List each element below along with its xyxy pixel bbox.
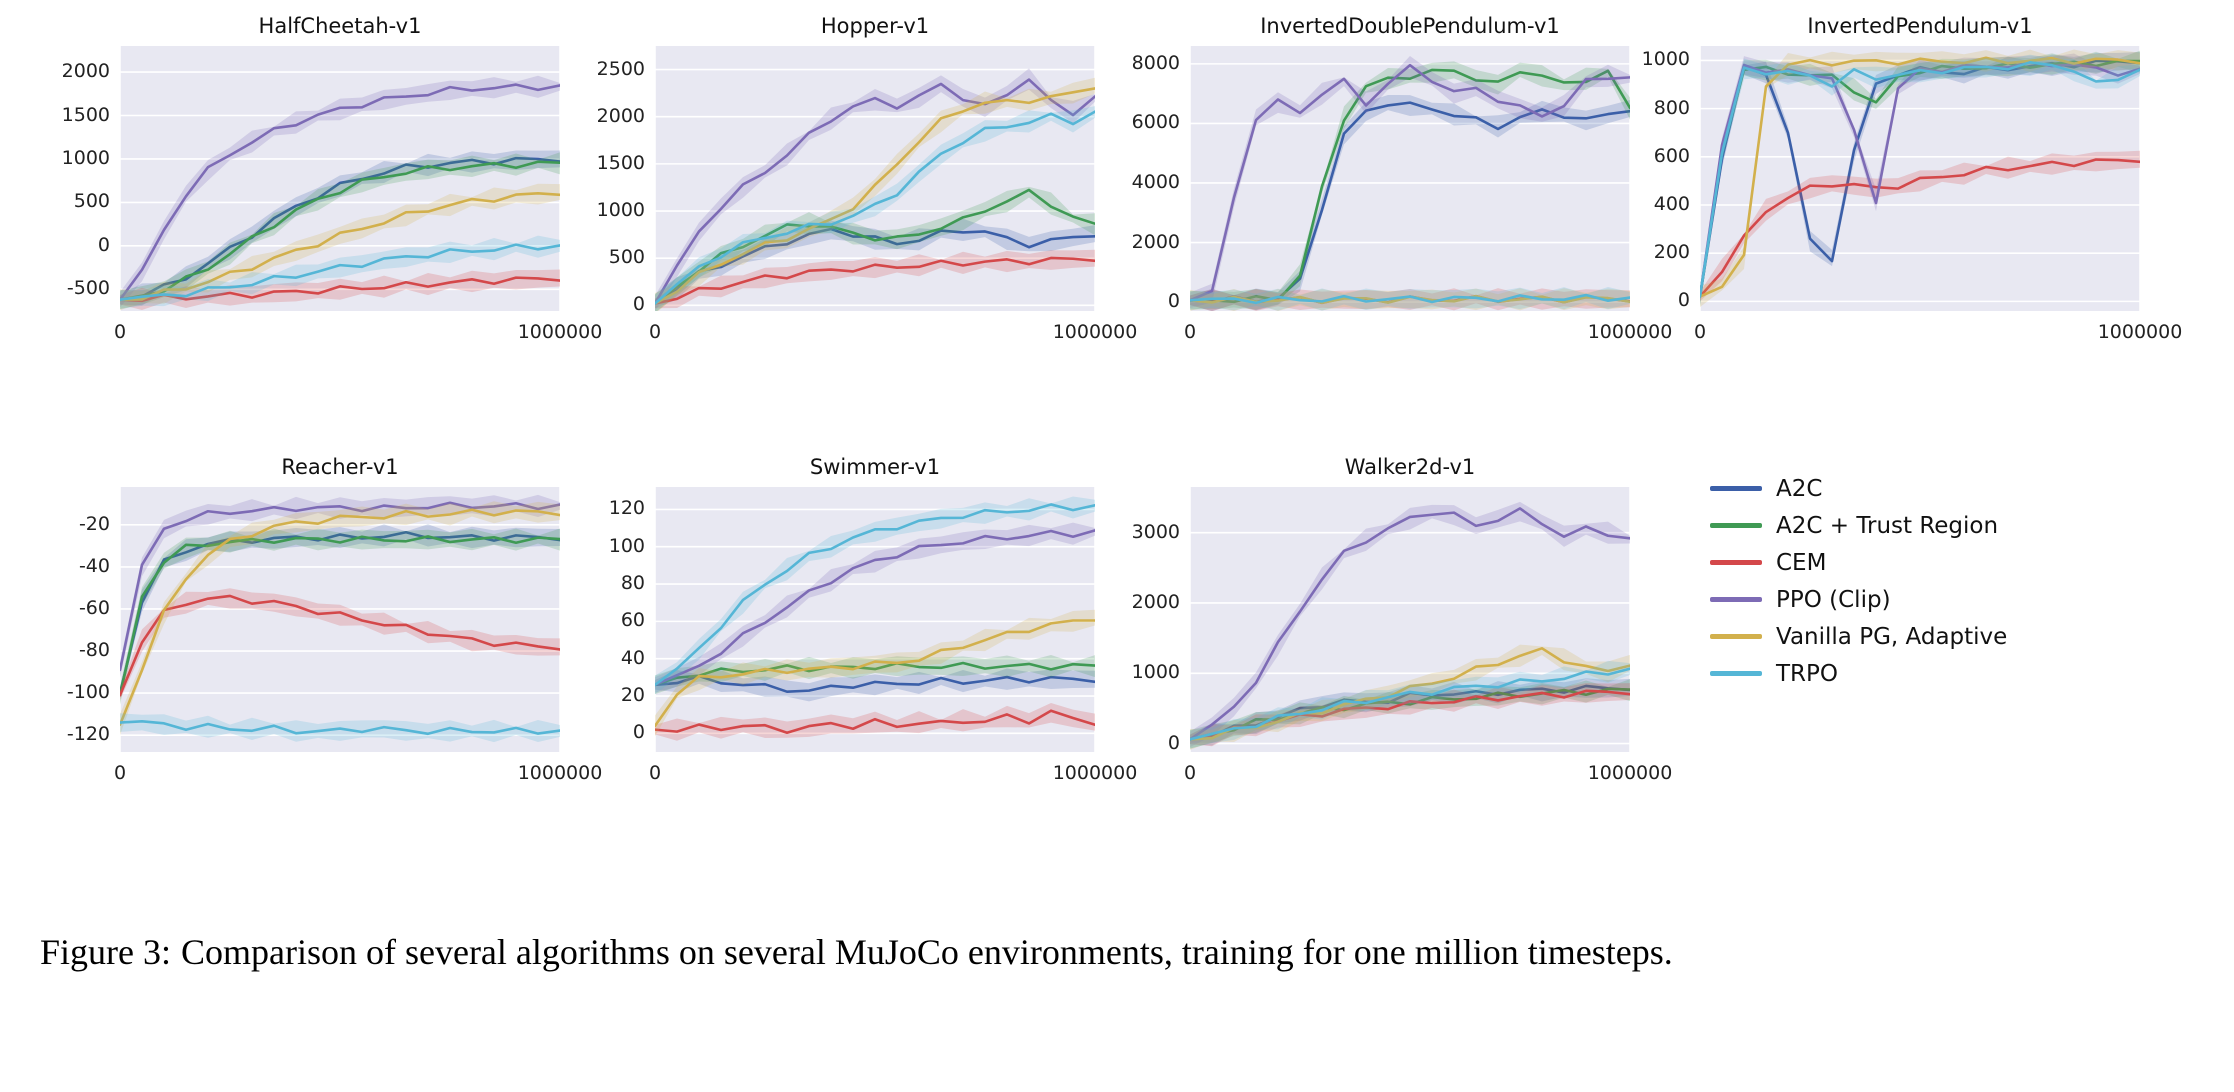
legend-label: CEM — [1776, 549, 1827, 576]
y-tick-label: 2500 — [596, 57, 645, 80]
legend-item — [1710, 470, 2007, 507]
y-tick-label: -100 — [66, 681, 110, 704]
y-tick-label: 800 — [1653, 96, 1690, 119]
y-tick-label: -40 — [78, 554, 110, 577]
legend-color-swatch — [1710, 523, 1762, 528]
x-tick-label: 0 — [113, 321, 127, 343]
y-tick-label: 0 — [1167, 731, 1180, 754]
legend-color-swatch — [1710, 597, 1762, 602]
plot-area — [655, 46, 1095, 311]
y-tick-label: 120 — [608, 497, 645, 520]
x-tick-label: 1000000 — [1587, 762, 1673, 784]
series-line — [1190, 103, 1630, 302]
panel-title: Hopper-v1 — [820, 14, 930, 38]
x-tick-label: 0 — [648, 321, 662, 343]
y-tick-label: -20 — [78, 512, 110, 535]
y-tick-label: 3000 — [1131, 520, 1180, 543]
x-tick-label: 1000000 — [1052, 762, 1138, 784]
legend-label: TRPO — [1776, 660, 1839, 687]
y-tick-label: 8000 — [1131, 51, 1180, 74]
panel-reacher-v1 — [66, 455, 603, 784]
plot-area — [1700, 46, 2140, 311]
legend — [1710, 470, 2007, 692]
x-tick-label: 1000000 — [1052, 321, 1138, 343]
y-tick-label: 1000 — [596, 199, 645, 222]
x-tick-label: 0 — [648, 762, 662, 784]
y-tick-label: 2000 — [1131, 590, 1180, 613]
panel-title: Walker2d-v1 — [1344, 455, 1476, 479]
y-tick-label: -80 — [78, 639, 110, 662]
legend-color-swatch — [1710, 486, 1762, 491]
panel-title: InvertedDoublePendulum-v1 — [1260, 14, 1560, 38]
figure-caption — [40, 928, 2190, 977]
y-tick-label: 4000 — [1131, 170, 1180, 193]
caption-label: Figure 3: — [40, 932, 171, 972]
y-tick-label: 1000 — [1131, 661, 1180, 684]
x-tick-label: 1000000 — [517, 762, 603, 784]
panel-walker2d-v1 — [1131, 455, 1673, 784]
panel-halfcheetah-v1 — [61, 14, 603, 343]
y-tick-label: 200 — [1653, 241, 1690, 264]
plot-area — [655, 487, 1095, 752]
legend-label: A2C + Trust Region — [1776, 512, 1999, 539]
y-tick-label: 400 — [1653, 193, 1690, 215]
x-tick-label: 1000000 — [2097, 321, 2183, 343]
plot-area — [1190, 46, 1630, 311]
legend-color-swatch — [1710, 560, 1762, 565]
x-tick-label: 0 — [1183, 762, 1197, 784]
y-tick-label: 0 — [1167, 290, 1180, 313]
legend-label: Vanilla PG, Adaptive — [1776, 623, 2008, 650]
plot-area — [1190, 487, 1630, 752]
panel-title: InvertedPendulum-v1 — [1807, 14, 2033, 38]
y-tick-label: 600 — [1653, 144, 1690, 167]
x-tick-label: 0 — [113, 762, 127, 784]
x-tick-label: 0 — [1183, 321, 1197, 343]
y-tick-label: 1000 — [1641, 48, 1690, 71]
legend-color-swatch — [1710, 671, 1762, 676]
y-tick-label: 0 — [632, 721, 645, 744]
y-tick-label: 500 — [608, 246, 645, 269]
legend-label: A2C — [1776, 475, 1823, 502]
y-tick-label: 0 — [1677, 289, 1690, 312]
y-tick-label: -60 — [78, 596, 110, 619]
panel-swimmer-v1 — [608, 455, 1138, 784]
y-tick-label: 40 — [620, 646, 645, 669]
legend-item — [1710, 507, 2007, 544]
legend-color-swatch — [1710, 634, 1762, 639]
y-tick-label: -500 — [66, 277, 110, 300]
y-tick-label: 2000 — [596, 104, 645, 127]
legend-item — [1710, 581, 2007, 618]
y-tick-label: 20 — [620, 684, 645, 706]
panel-title: HalfCheetah-v1 — [258, 14, 422, 38]
plot-area — [120, 487, 560, 752]
y-tick-label: 1000 — [61, 146, 110, 169]
y-tick-label: 100 — [608, 534, 645, 557]
plot-area — [120, 46, 560, 311]
y-tick-label: 6000 — [1131, 111, 1180, 134]
x-tick-label: 0 — [1693, 321, 1707, 343]
y-tick-label: 1500 — [61, 103, 110, 126]
legend-label: PPO (Clip) — [1776, 586, 1891, 613]
y-tick-label: 0 — [632, 293, 645, 316]
y-tick-label: 500 — [73, 190, 110, 213]
y-tick-label: 60 — [620, 609, 645, 632]
legend-item — [1710, 544, 2007, 581]
y-tick-label: 2000 — [1131, 230, 1180, 253]
x-tick-label: 1000000 — [1587, 321, 1673, 343]
y-tick-label: 0 — [97, 233, 110, 256]
y-tick-label: 80 — [620, 572, 645, 595]
y-tick-label: 1500 — [596, 151, 645, 174]
panel-hopper-v1 — [596, 14, 1138, 343]
panel-invertedpendulum-v1 — [1641, 14, 2183, 343]
legend-item — [1710, 655, 2007, 692]
panel-title: Swimmer-v1 — [809, 455, 941, 479]
caption-text: Comparison of several algorithms on several MuJoCo environments, training for one million timesteps. — [181, 932, 1673, 972]
y-tick-label: -120 — [66, 723, 110, 746]
x-tick-label: 1000000 — [517, 321, 603, 343]
panel-title: Reacher-v1 — [281, 455, 399, 479]
y-tick-label: 2000 — [61, 60, 110, 83]
legend-item — [1710, 618, 2007, 655]
panel-inverteddoublependulum-v1 — [1131, 14, 1673, 343]
